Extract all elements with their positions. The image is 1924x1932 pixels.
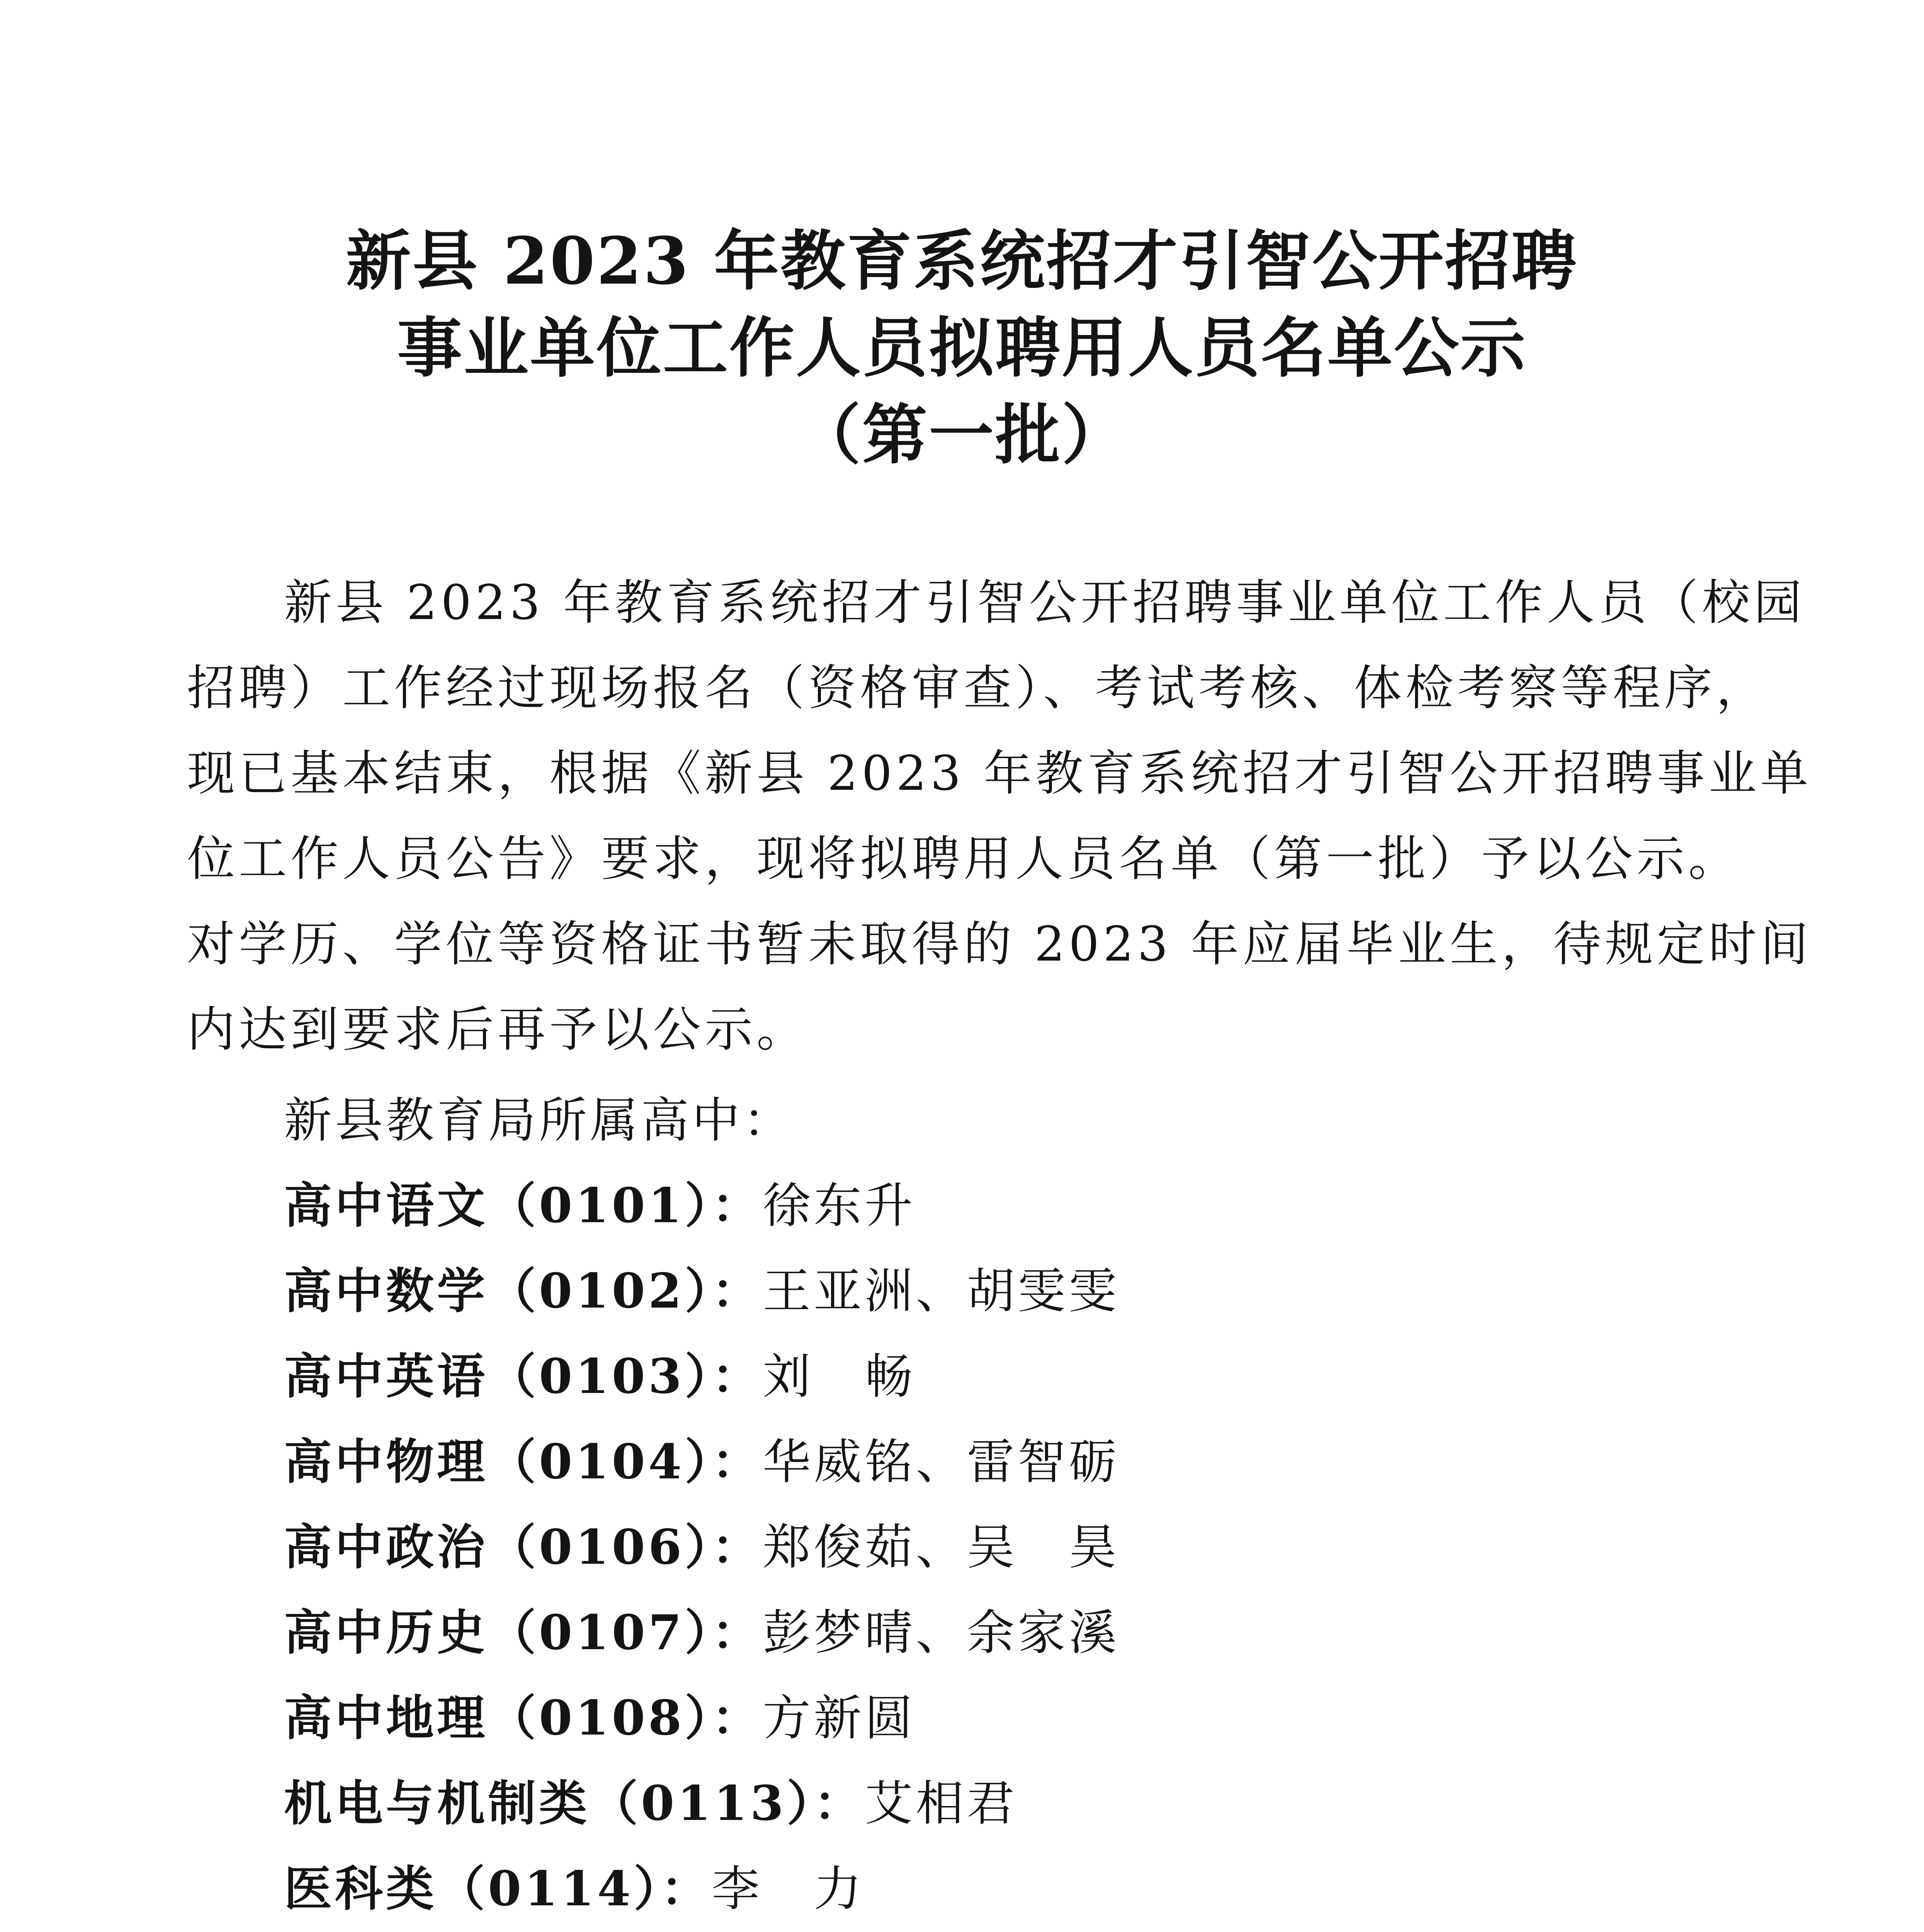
candidate-names: 彭梦晴、余家溪 xyxy=(763,1605,1120,1661)
body-line-6: 内达到要求后再予以公示。 xyxy=(187,1002,809,1058)
position-label: 高中物理（0104）： xyxy=(284,1434,763,1490)
body-line-5: 对学历、学位等资格证书暂未取得的 2023 年应届毕业生，待规定时间 xyxy=(187,917,1812,972)
candidate-names: 华威铭、雷智砺 xyxy=(763,1434,1120,1490)
position-label: 高中地理（0108）： xyxy=(284,1690,763,1746)
body-line-3: 现已基本结束，根据《新县 2023 年教育系统招才引智公开招聘事业单 xyxy=(187,746,1812,801)
list-item xyxy=(284,1419,1675,1505)
list-item xyxy=(284,1675,1675,1761)
title-line-2: 事业单位工作人员拟聘用人员名单公示 xyxy=(397,310,1527,386)
position-label: 医科类（0114）： xyxy=(284,1861,712,1917)
list-item xyxy=(284,1761,1675,1846)
list-item xyxy=(284,1163,1675,1248)
title-line-1: 新县 2023 年教育系统招才引智公开招聘 xyxy=(346,223,1578,299)
section-title: 新县教育局所属高中： xyxy=(284,1093,794,1148)
candidate-names: 艾相君 xyxy=(865,1776,1018,1832)
list-item xyxy=(284,1505,1675,1590)
title-line-3: （第一批） xyxy=(796,396,1128,473)
candidate-names: 李 力 xyxy=(712,1861,865,1917)
candidate-names: 王亚洲、胡雯雯 xyxy=(763,1264,1120,1319)
candidate-names: 方新圆 xyxy=(763,1690,916,1746)
candidate-names: 郑俊茹、吴 昊 xyxy=(763,1520,1120,1575)
list-item xyxy=(284,1248,1675,1334)
position-label: 机电与机制类（0113）： xyxy=(284,1776,865,1832)
candidate-list xyxy=(284,1163,1675,1932)
position-label: 高中数学（0102）： xyxy=(284,1263,763,1319)
position-label: 高中英语（0103）： xyxy=(284,1349,763,1405)
list-item xyxy=(284,1846,1675,1932)
list-item xyxy=(284,1334,1675,1419)
candidate-names: 徐东升 xyxy=(763,1178,916,1234)
position-label: 高中历史（0107）： xyxy=(284,1605,763,1661)
candidate-names: 刘 畅 xyxy=(763,1349,916,1405)
body-line-2: 招聘）工作经过现场报名（资格审查）、考试考核、体检考察等程序， xyxy=(187,660,1768,716)
position-label: 高中语文（0101）： xyxy=(284,1178,763,1234)
body-line-1: 新县 2023 年教育系统招才引智公开招聘事业单位工作人员（校园 xyxy=(284,575,1806,631)
body-line-4: 位工作人员公告》要求，现将拟聘用人员名单（第一批）予以公示。 xyxy=(187,831,1740,887)
position-label: 高中政治（0106）： xyxy=(284,1519,763,1575)
list-item xyxy=(284,1590,1675,1675)
